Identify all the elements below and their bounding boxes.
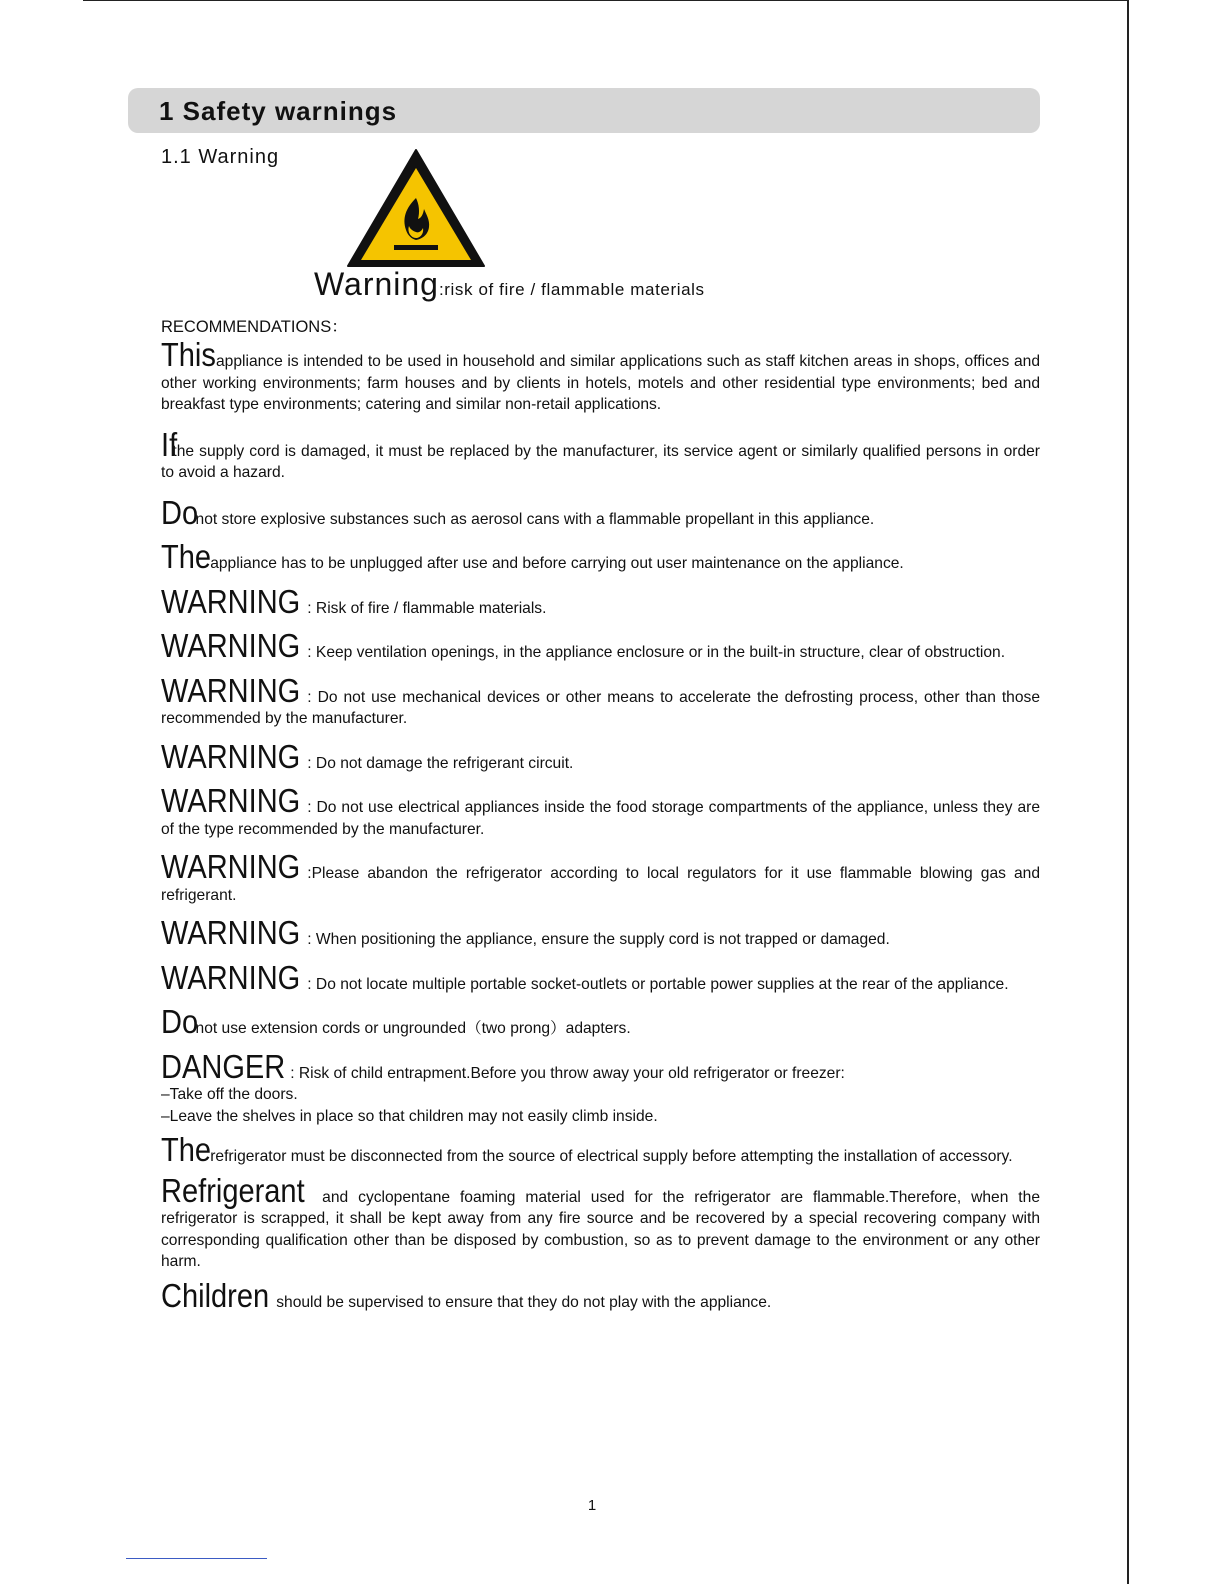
flammable-warning-icon <box>344 146 488 270</box>
section-title: 1 Safety warnings <box>159 96 398 126</box>
paragraph-unplug: The appliance has to be unplugged after use and before carrying out user maintenance on the appliance. <box>161 538 904 575</box>
danger-step-doors: –Take off the doors. <box>161 1086 298 1103</box>
paragraph-disconnect: The refrigerator must be disconnected from the source of electrical supply before attempting the installation of accessory. <box>161 1131 1013 1168</box>
paragraph-explosive: Do not store explosive substances such as aerosol cans with a flammable propellant in this appliance. <box>161 493 875 531</box>
warning-caption-text: :risk of fire / flammable materials <box>438 280 705 299</box>
warning-electrical-appliances: WARNING : Do not use electrical appliances inside the food storage compartments of the appliance, unless they are of the type recommended by the manufacturer. <box>161 782 1040 838</box>
warning-defrosting: WARNING : Do not use mechanical devices or other means to accelerate the defrosting process, other than those recommended by the manufacturer. <box>161 671 1040 727</box>
warnings-list <box>161 336 1040 1313</box>
danger-entrapment: DANGER : Risk of child entrapment.Before you throw away your old refrigerator or freezer: <box>161 1047 845 1085</box>
page-frame-top <box>83 0 1128 1</box>
paragraph-refrigerant: Refrigerant and cyclopentane foaming material used for the refrigerator are flammable.Therefore, when the refrigerator is scrapped, it shall be kept away from any fire source and be recovered by a special recovering company with corresponding qualification other than be disposed by combustion, so as to prevent damage to the environment or any other harm. <box>161 1171 1040 1270</box>
danger-step-shelves: –Leave the shelves in place so that children may not easily climb inside. <box>161 1107 658 1125</box>
warning-caption <box>314 266 705 303</box>
warning-socket-outlets: WARNING : Do not locate multiple portable socket-outlets or portable power supplies at the rear of the appliance. <box>161 958 1009 996</box>
page-frame-right <box>1127 0 1129 1584</box>
paragraph-extension-cords: Do not use extension cords or ungrounded（two prong）adapters. <box>161 1003 631 1040</box>
warning-fire: WARNING : Risk of fire / flammable materials. <box>161 582 547 620</box>
subsection-title: 1.1 Warning <box>161 146 280 168</box>
warning-caption-lead: Warning <box>314 266 439 302</box>
paragraph-this: This appliance is intended to be used in household and similar applications such as staff kitchen areas in shops, offices and other working environments; farm houses and by clients in hotels, motels and other residential type environments; bed and breakfast type environments; catering and similar non-retail applications. <box>161 336 1040 413</box>
recommendations-label: RECOMMENDATIONS： <box>161 318 348 336</box>
section-header-bar <box>128 88 1040 133</box>
page-number: 1 <box>587 1497 597 1514</box>
warning-abandon: WARNING :Please abandon the refrigerator according to local regulators for it use flammable blowing gas and refrigerant. <box>161 848 1040 904</box>
warning-refrigerant-circuit: WARNING : Do not damage the refrigerant circuit. <box>161 737 574 775</box>
warning-positioning: WARNING : When positioning the appliance, ensure the supply cord is not trapped or damaged. <box>161 914 890 951</box>
footnote-rule <box>126 1558 267 1559</box>
warning-ventilation: WARNING : Keep ventilation openings, in the appliance enclosure or in the built-in structure, clear of obstruction. <box>161 627 1006 664</box>
paragraph-children: Children should be supervised to ensure that they do not play with the appliance. <box>161 1276 772 1314</box>
paragraph-supply-cord: If the supply cord is damaged, it must be replaced by the manufacturer, its service agent or similarly qualified persons in order to avoid a hazard. <box>161 425 1040 481</box>
